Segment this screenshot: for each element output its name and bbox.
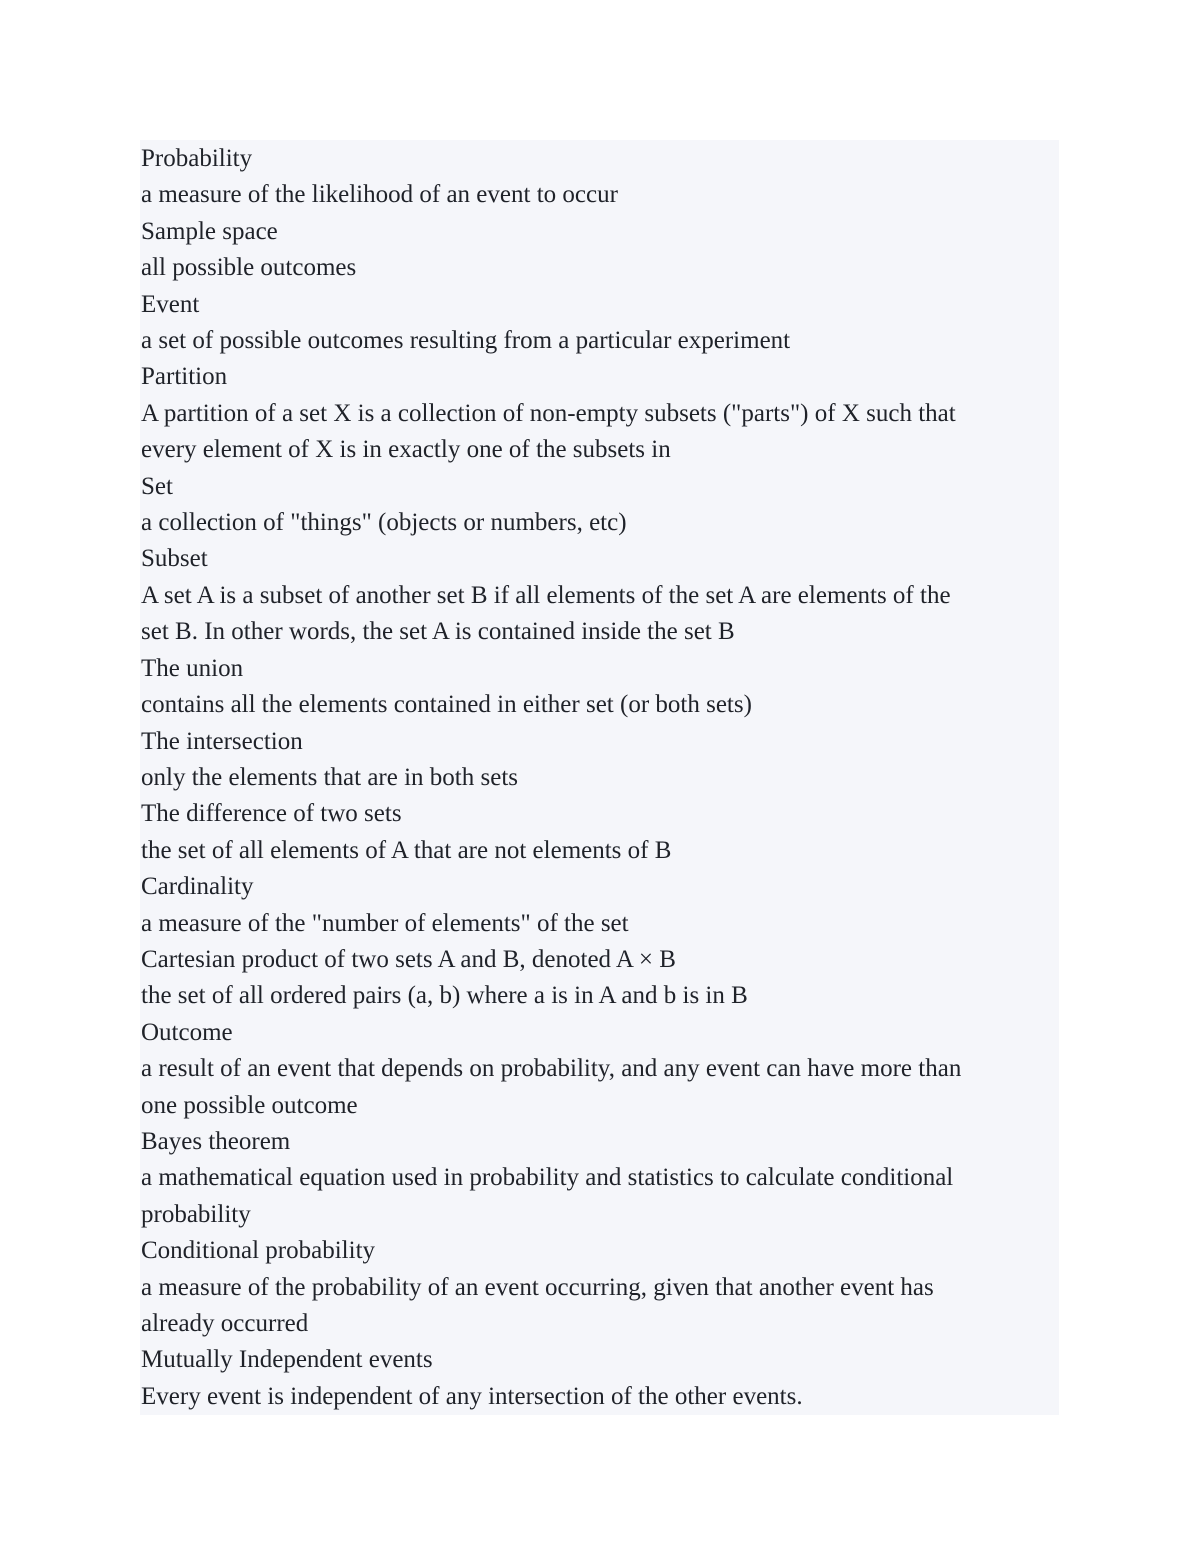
glossary-definition-line: a set of possible outcomes resulting from a particular experiment [141,327,791,355]
glossary-definition-line: every element of X is in exactly one of the subsets in [141,436,671,464]
glossary-term: The intersection [141,727,303,755]
glossary-definition-line: a result of an event that depends on probability, and any event can have more than [141,1055,962,1083]
glossary-definition-line: a mathematical equation used in probability and statistics to calculate conditional [141,1164,954,1192]
glossary-definition-line: A set A is a subset of another set B if all elements of the set A are elements of the [141,581,951,609]
glossary-term: Cartesian product of two sets A and B, denoted A × B [141,945,676,973]
glossary-term: Sample space [141,217,278,245]
glossary-definition-line: probability [141,1200,251,1228]
glossary-definition-line: one possible outcome [141,1091,358,1119]
glossary-definition-line: a measure of the "number of elements" of the set [141,909,629,937]
glossary-definition-line: the set of all ordered pairs (a, b) where a is in A and b is in B [141,982,748,1010]
glossary-term: The difference of two sets [141,800,402,828]
glossary-term: Partition [141,363,228,391]
glossary-definition-line: contains all the elements contained in either set (or both sets) [141,691,752,719]
glossary-block [140,140,1059,1415]
glossary-term: Bayes theorem [141,1127,291,1155]
glossary-definition-line: already occurred [141,1310,309,1337]
glossary-definition-line: the set of all elements of A that are not elements of B [141,836,672,864]
glossary-term: Set [141,472,173,500]
glossary-term: Conditional probability [141,1237,376,1265]
glossary-definition-line: a measure of the probability of an event occurring, given that another event has [141,1273,934,1301]
glossary-term: Event [141,290,200,318]
glossary-definition-line: Every event is independent of any intersection of the other events. [141,1382,803,1410]
glossary-term: Probability [141,145,253,172]
glossary-definition-line: a measure of the likelihood of an event to occur [141,181,618,209]
glossary-definition-line: A partition of a set X is a collection of non-empty subsets ("parts") of X such that [141,399,956,427]
glossary-term: Mutually Independent events [141,1346,433,1374]
glossary-term: Outcome [141,1018,233,1046]
glossary-definition-line: only the elements that are in both sets [141,763,518,791]
glossary-definition-line: set B. In other words, the set A is contained inside the set B [141,618,735,646]
glossary-definition-line: a collection of "things" (objects or numbers, etc) [141,509,627,537]
glossary-term: Cardinality [141,873,254,901]
glossary-definition-line: all possible outcomes [141,254,357,282]
glossary-term: The union [141,654,244,682]
glossary-term: Subset [141,545,208,573]
